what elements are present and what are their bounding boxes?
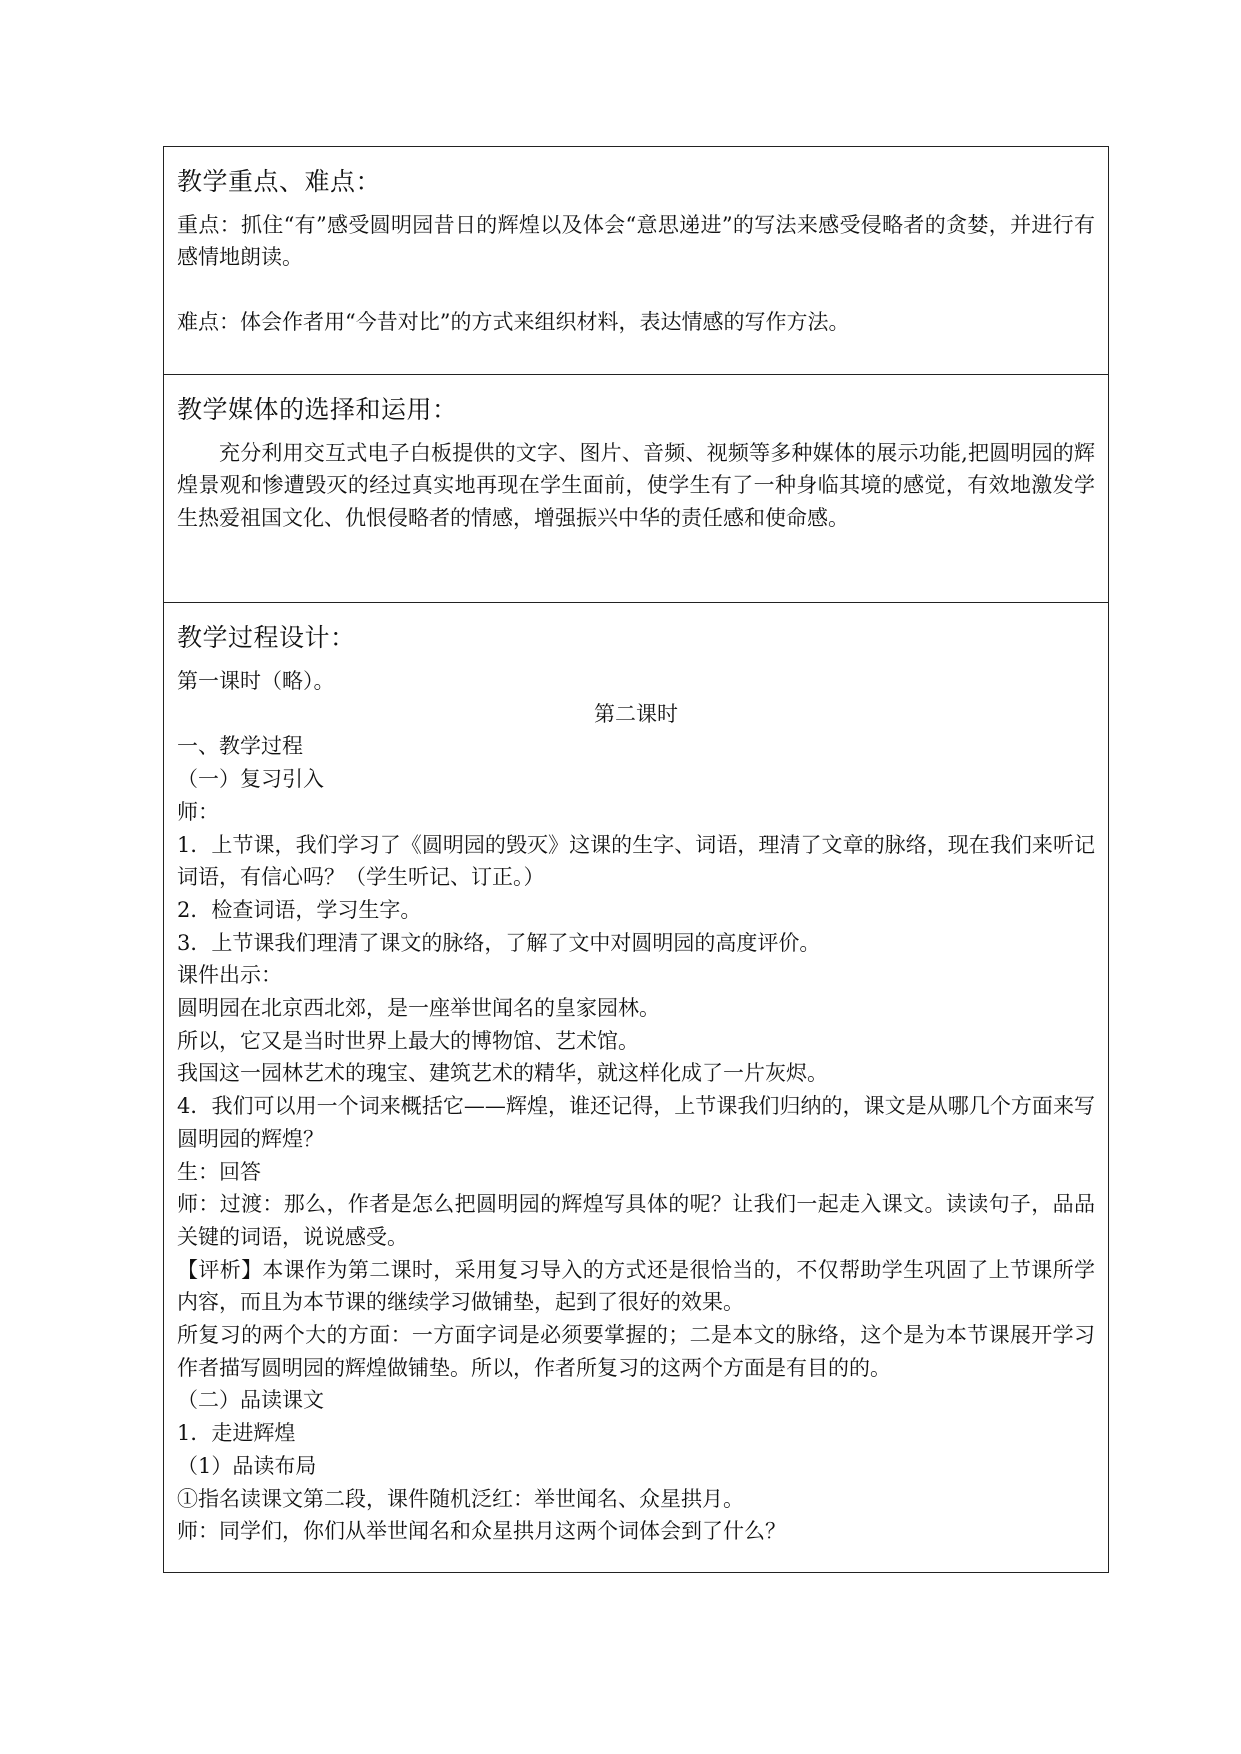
section-heading: 教学媒体的选择和运用： (177, 395, 458, 424)
paragraph: 所复习的两个大的方面：一方面字词是必须要掌握的；二是本文的脉络，这个是为本节课展开学习作者描写圆明园的辉煌做铺垫。所以，作者所复习的这两个方面是有目的的。 (177, 1323, 1095, 1380)
key-difficult-points-cell (164, 147, 1108, 375)
paragraph: 我国这一园林艺术的瑰宝、建筑艺术的精华，就这样化成了一片灰烬。 (177, 1061, 828, 1086)
paragraph: 课件出示： (177, 963, 282, 988)
paragraph: 师： (177, 799, 219, 824)
paragraph: （二）品读课文 (177, 1388, 324, 1413)
difficulty-text: 难点：体会作者用“今昔对比”的方式来组织材料，表达情感的写作方法。 (177, 309, 850, 334)
media-body-text: 充分利用交互式电子白板提供的文字、图片、音频、视频等多种媒体的展示功能,把圆明园的辉煌景观和惨遭毁灭的经过真实地再现在学生面前，使学生有了一种身临其境的感觉，有效地激发学生热爱祖国文化、仇恨侵略者的情感，增强振兴中华的责任感和使命感。 (177, 441, 1095, 530)
paragraph: 师：过渡：那么，作者是怎么把圆明园的辉煌写具体的呢？让我们一起走入课文。读读句子，品品关键的词语，说说感受。 (177, 1192, 1095, 1249)
paragraph: 1．上节课，我们学习了《圆明园的毁灭》这课的生字、词语，理清了文章的脉络，现在我们来听记词语，有信心吗？（学生听记、订正。） (177, 832, 1095, 890)
paragraph: 1．走进辉煌 (177, 1421, 296, 1446)
paragraph: 生：回答 (177, 1159, 261, 1184)
teaching-process-cell (164, 603, 1108, 1572)
section-heading: 教学过程设计： (177, 623, 356, 652)
paragraph: （1）品读布局 (177, 1453, 317, 1478)
media-selection-cell (164, 375, 1108, 603)
paragraph: 2．检查词语，学习生字。 (177, 897, 422, 922)
paragraph: ①指名读课文第二段，课件随机泛红：举世闻名、众星拱月。 (177, 1486, 744, 1511)
paragraph: 【评析】本课作为第二课时，采用复习导入的方式还是很恰当的，不仅帮助学生巩固了上节课所学内容，而且为本节课的继续学习做铺垫，起到了很好的效果。 (177, 1257, 1095, 1315)
paragraph: 一、教学过程 (177, 734, 303, 759)
paragraph: 4．我们可以用一个词来概括它——辉煌，谁还记得，上节课我们归纳的，课文是从哪几个方面来写圆明园的辉煌？ (177, 1094, 1095, 1151)
paragraph: （一）复习引入 (177, 767, 324, 792)
paragraph: 圆明园在北京西北郊，是一座举世闻名的皇家园林。 (177, 996, 660, 1021)
section-heading: 教学重点、难点： (177, 167, 382, 196)
paragraph: 第一课时（略）。 (177, 669, 335, 693)
lesson-subtitle: 第二课时 (594, 701, 678, 726)
paragraph: 3．上节课我们理清了课文的脉络，了解了文中对圆明园的高度评价。 (177, 930, 821, 955)
key-point-text: 重点：抓住“有”感受圆明园昔日的辉煌以及体会“意思递进”的写法来感受侵略者的贪婪，并进行有感情地朗读。 (177, 213, 1095, 270)
paragraph: 师：同学们，你们从举世闻名和众星拱月这两个词体会到了什么？ (177, 1519, 786, 1544)
paragraph: 所以，它又是当时世界上最大的博物馆、艺术馆。 (177, 1028, 639, 1053)
lesson-plan-table (163, 146, 1109, 1573)
